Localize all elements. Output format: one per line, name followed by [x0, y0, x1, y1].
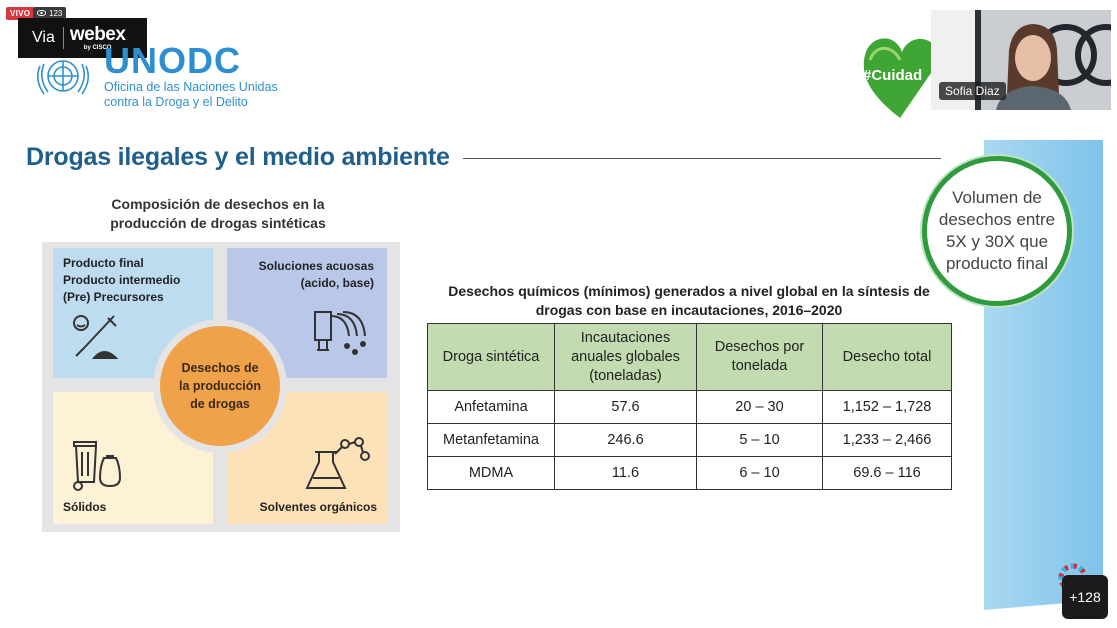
table-cell: 246.6	[555, 424, 697, 457]
campaign-text: #Cuidad	[863, 67, 923, 84]
header-text: Desechos por	[714, 339, 805, 355]
callout-line: producto final	[945, 254, 1049, 273]
syringe-powder-icon	[70, 312, 122, 362]
divider	[63, 27, 64, 49]
quadrant-label: Solventes orgánicos	[259, 500, 377, 514]
callout-line: 5X y 30X que	[945, 232, 1049, 251]
webex-by-cisco: by CISCO	[83, 45, 112, 51]
table-title-line1: Desechos químicos (mínimos) generados a nivel global en la síntesis de	[448, 283, 930, 299]
header-text: Droga sintética	[442, 348, 540, 365]
speaker-name-label: Sofia Diaz	[939, 82, 1006, 100]
table-cell: Metanfetamina	[428, 424, 555, 457]
quadrant-label: (Pre) Precursores	[63, 290, 164, 304]
composition-title-line1: Composición de desechos en la	[111, 196, 325, 212]
table-cell: 20 – 30	[697, 391, 823, 424]
table-title-line2: drogas con base en incautaciones, 2016–2020	[535, 302, 843, 318]
callout-line: Volumen de	[952, 188, 1042, 207]
header-text: (toneladas)	[589, 367, 662, 384]
center-label: la producción	[179, 379, 261, 393]
table-header-row	[428, 324, 952, 391]
title-rule	[463, 158, 941, 159]
table-row	[428, 424, 952, 457]
header-text: anuales globales	[571, 348, 680, 365]
webex-name: webex	[69, 24, 126, 45]
table-row	[428, 391, 952, 424]
unodc-name: UNODC	[104, 40, 241, 81]
chemical-waste-table	[427, 323, 952, 490]
table-cell: 5 – 10	[697, 424, 823, 457]
eye-icon	[37, 9, 46, 18]
flask-molecule-icon	[305, 434, 371, 492]
viewer-count: 123	[49, 9, 63, 18]
callout-line: desechos entre	[938, 210, 1056, 229]
center-label: Desechos de	[181, 361, 259, 375]
table-cell: Anfetamina	[428, 391, 555, 424]
header-waste-per-ton	[697, 324, 823, 391]
header-total-waste	[823, 324, 952, 391]
header-text: tonelada	[731, 358, 788, 374]
slide-title: Drogas ilegales y el medio ambiente	[26, 143, 450, 171]
trash-bag-icon	[70, 436, 122, 492]
quadrant-label: Producto intermedio	[63, 273, 181, 287]
via-label: Via	[32, 29, 55, 46]
header-text: Desecho total	[842, 348, 932, 365]
faucet-liquid-icon	[313, 308, 369, 358]
table-cell: MDMA	[428, 457, 555, 490]
quadrant-label: Sólidos	[63, 500, 107, 514]
quadrant-label: Soluciones acuosas	[258, 259, 374, 273]
header-text: Incautaciones	[580, 329, 671, 346]
campaign-logo	[860, 30, 940, 120]
table-cell: 1,233 – 2,466	[823, 424, 952, 457]
unodc-subtitle-line1: Oficina de las Naciones Unidas	[104, 80, 278, 94]
center-waste-circle	[160, 326, 280, 446]
quadrant-label: Producto final	[63, 256, 144, 270]
table-cell: 6 – 10	[697, 457, 823, 490]
table-row	[428, 457, 952, 490]
table-cell: 69.6 – 116	[823, 457, 952, 490]
composition-title-line2: producción de drogas sintéticas	[110, 215, 326, 231]
header-seizures	[555, 324, 697, 391]
table-cell: 1,152 – 1,728	[823, 391, 952, 424]
unodc-subtitle-line2: contra la Droga y el Delito	[104, 95, 248, 109]
more-participants-button[interactable]: +128	[1062, 575, 1108, 619]
un-emblem-icon	[30, 52, 96, 98]
table-cell: 11.6	[555, 457, 697, 490]
quadrant-label: (acido, base)	[300, 276, 374, 290]
header-drug	[428, 324, 555, 391]
center-label: de drogas	[190, 397, 250, 411]
live-badge: VIVO	[6, 7, 34, 20]
table-cell: 57.6	[555, 391, 697, 424]
